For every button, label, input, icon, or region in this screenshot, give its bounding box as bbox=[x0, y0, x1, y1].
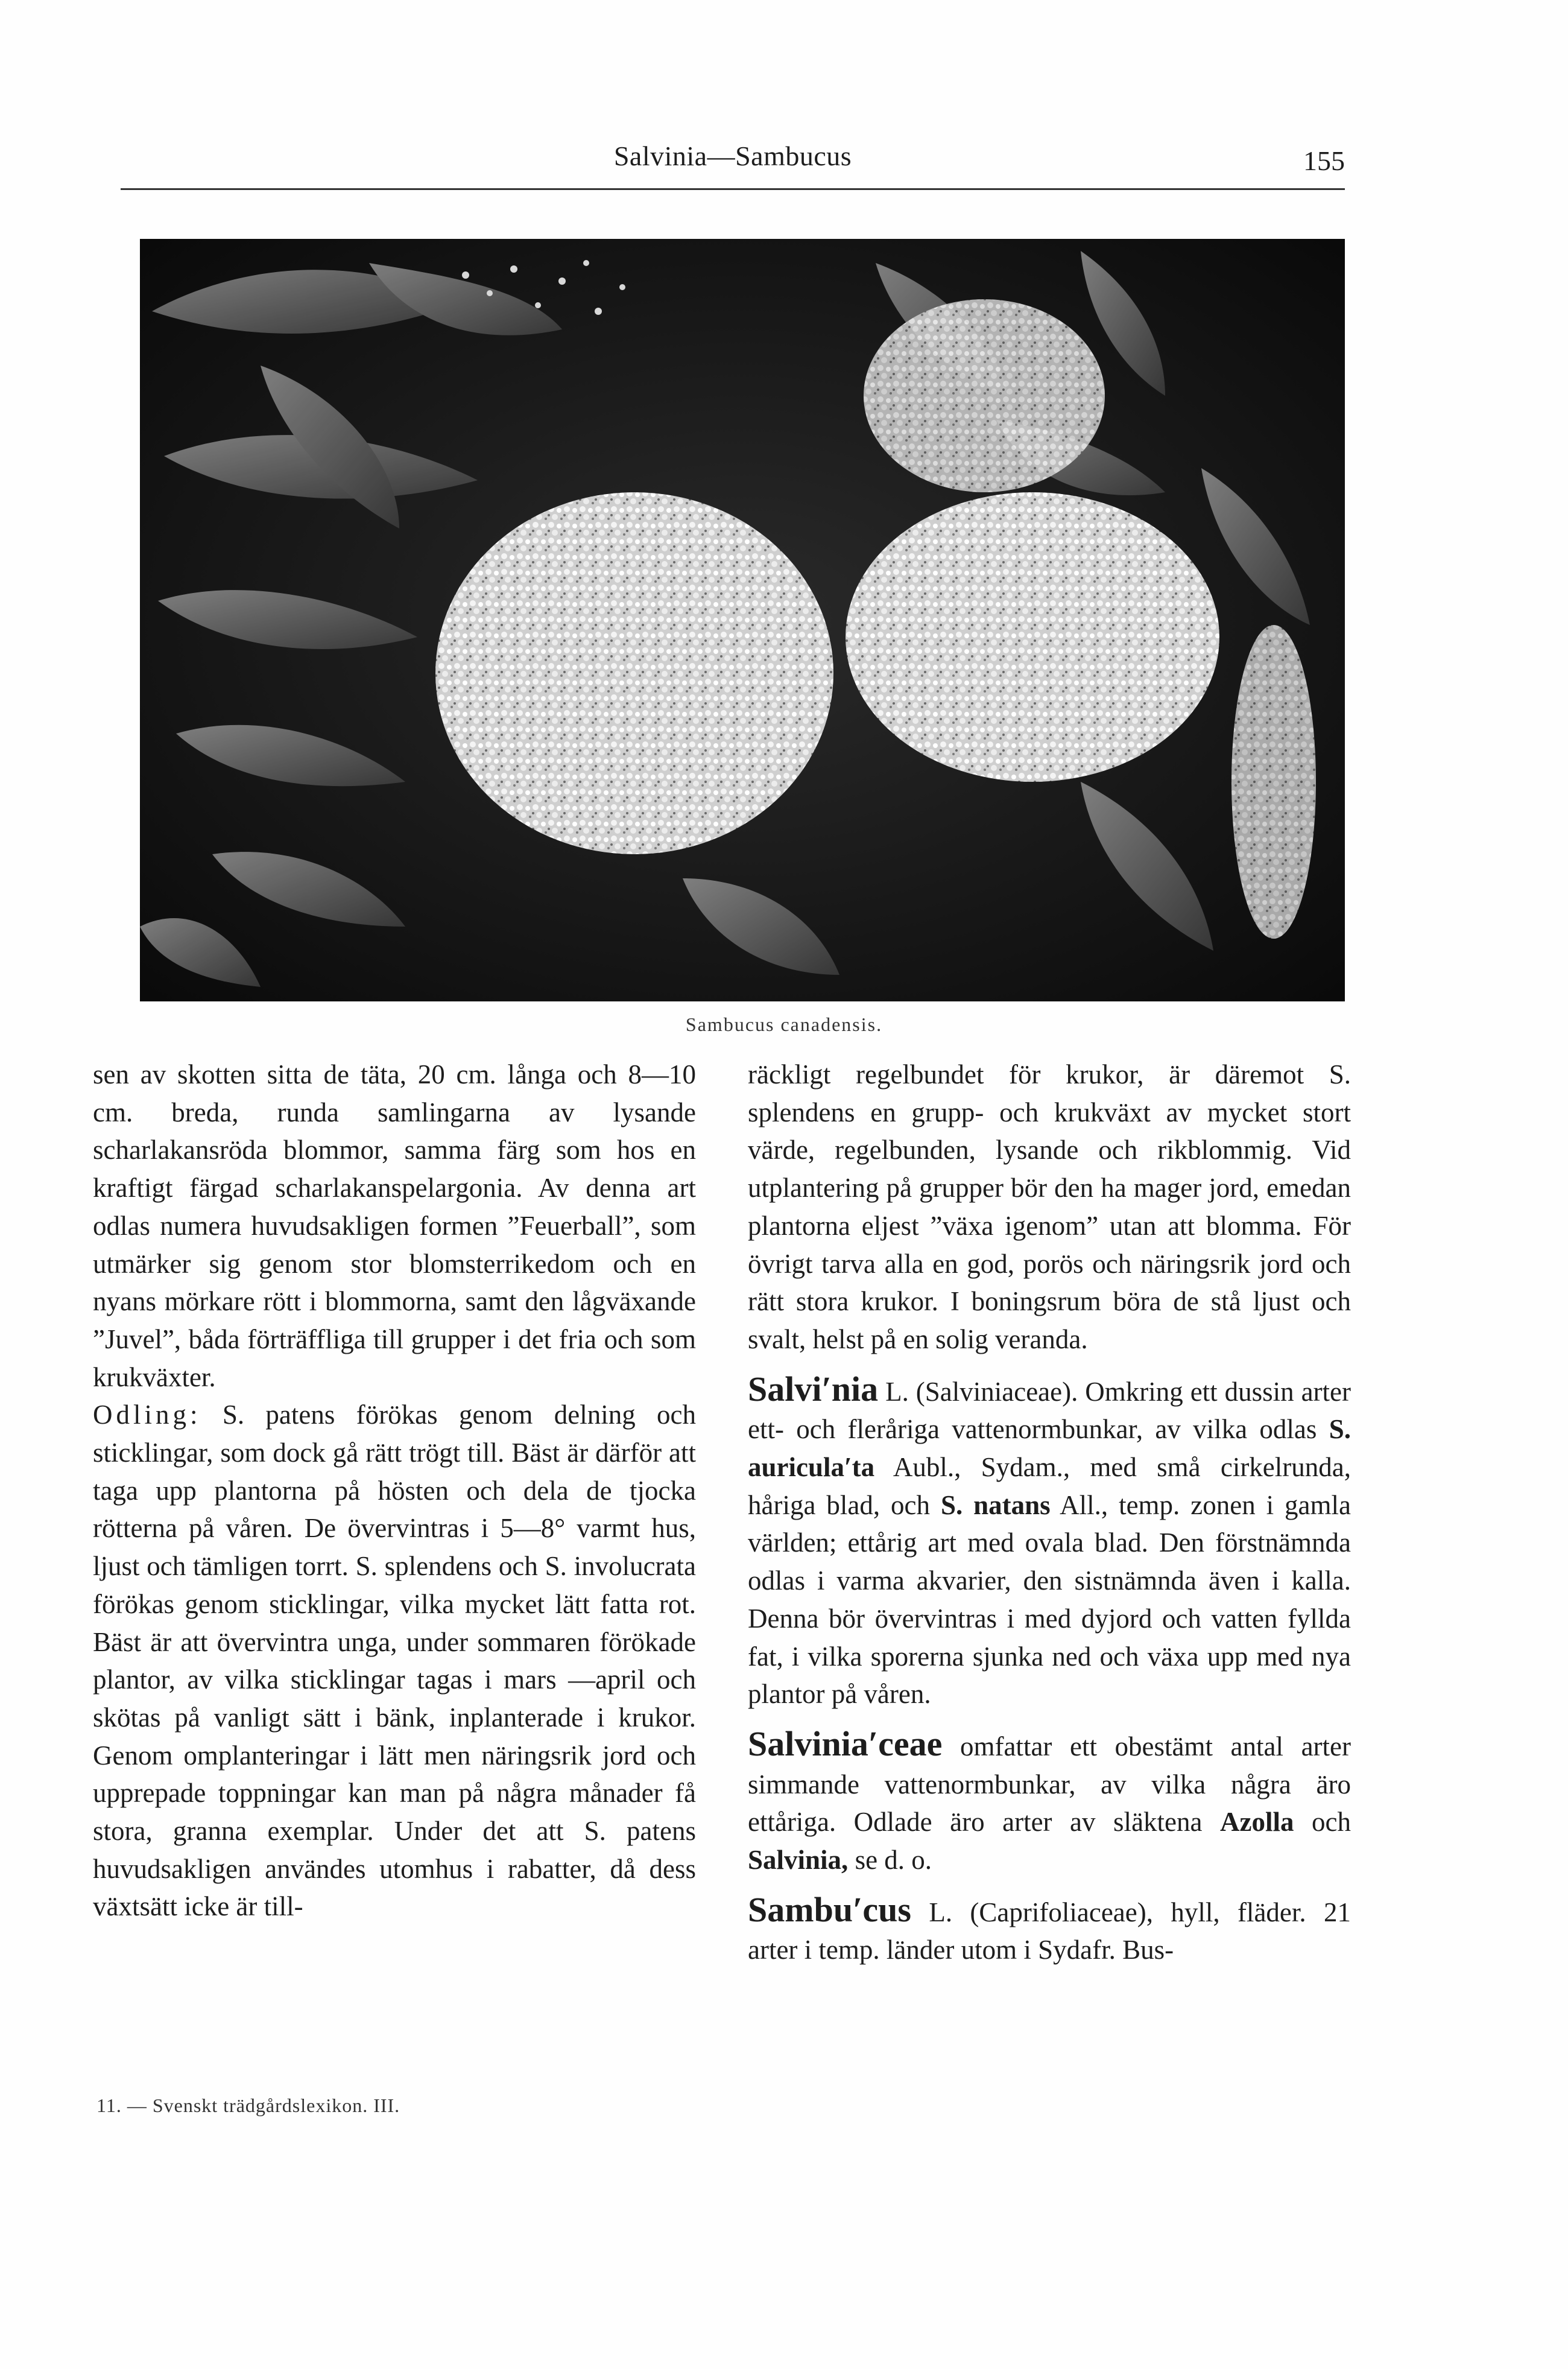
paragraph: sen av skotten sitta de täta, 20 cm. långa och 8—10 cm. breda, runda samlingarna av lysande scharlakansröda blommor, samma färg som hos en kraftigt färgad scharlakanspelargonia. Av denna art odlas numera huvudsakligen formen ”Feuerball”, som utmärker sig genom stor blomsterrikedom och en nyans mörkare rött i blommorna, samt den lågväxande ”Juvel”, båda förträffliga till grupper i det fria och som krukväxter. bbox=[93, 1059, 696, 1392]
left-column bbox=[93, 1056, 696, 1926]
signature-footer: 11. — Svenskt trädgårdslexikon. III. bbox=[96, 2095, 400, 2116]
header-rule bbox=[121, 188, 1345, 190]
figure-caption: Sambucus canadensis. bbox=[685, 1013, 883, 1035]
headword: Sambu′cus bbox=[748, 1889, 911, 1929]
entry-salvinia: Salvi′nia L. (Salviniaceae). Omkring ett dussin arter ett- och fleråriga vattenormbunkar, av vilka odlas S. auricula′ta Aubl., Sydam., med små cirkelrunda, håriga blad, och S. natans All., temp. zonen i gamla världen; ettårig art med ovala blad. Den förstnämnda odlas i varma akvarier, den sistnämnda även i kalla. Denna bör övervintras i med dyjord och vatten fyllda fat, i vilka sporerna sjunka ned och växa upp med nya plantor på våren. bbox=[748, 1369, 1351, 1710]
page-number: 155 bbox=[1303, 145, 1345, 176]
odling-label: Odling: bbox=[93, 1400, 201, 1430]
running-title: Salvinia—Sambucus bbox=[613, 141, 852, 171]
paragraph-odling bbox=[93, 1396, 696, 1926]
headword: Salvi′nia bbox=[748, 1369, 879, 1409]
paragraph: räckligt regelbundet för krukor, är däremot S. splendens en grupp- och krukväxt av mycket stort värde, regelbunden, lysande och rikblommig. Vid utplantering på grupper bör den ha mager jord, emedan plantorna eljest ”växa igenom” utan att blomma. För övrigt tarva alla en god, porös och näringsrik jord och rätt stora krukor. I boningsrum böra de stå ljust och svalt, helst på en solig veranda. bbox=[748, 1059, 1351, 1354]
entry-salviniaceae: Salvinia′ceae omfattar ett obestämt antal arter simmande vattenormbunkar, av vilka några äro ettåriga. Odlade äro arter av släktena Azolla och Salvinia, se d. o. bbox=[748, 1724, 1351, 1876]
headword: Salvinia′ceae bbox=[748, 1724, 943, 1763]
right-column bbox=[748, 1056, 1351, 1969]
elderflower-photo bbox=[140, 239, 1345, 1001]
entry-sambucus: Sambu′cus L. (Caprifoliaceae), hyll, fläder. 21 arter i temp. länder utom i Sydafr. Bus- bbox=[748, 1889, 1351, 1965]
page-header bbox=[121, 140, 1345, 188]
odling-text: S. patens förökas genom delning och sticklingar, som dock gå rätt trögt till. Bäst är därför att taga upp plantorna på hösten och dela de tjocka rötterna på våren. De övervintras i 5—8° varmt hus, ljust och tämligen torrt. S. splendens och S. involucrata förökas genom sticklingar, vilka mycket lätt fatta rot. Bäst är att övervintra unga, under sommaren förökade plantor, av vilka sticklingar tagas i mars —april och skötas på vanligt sätt i bänk, inplanterade i krukor. Genom omplanteringar i lätt men näringsrik jord och upprepade toppningar kan man på några månader få stora, granna exemplar. Under det att S. patens huvudsakligen användes utomhus i rabatter, då dess växtsätt icke är till- bbox=[93, 1400, 696, 1922]
